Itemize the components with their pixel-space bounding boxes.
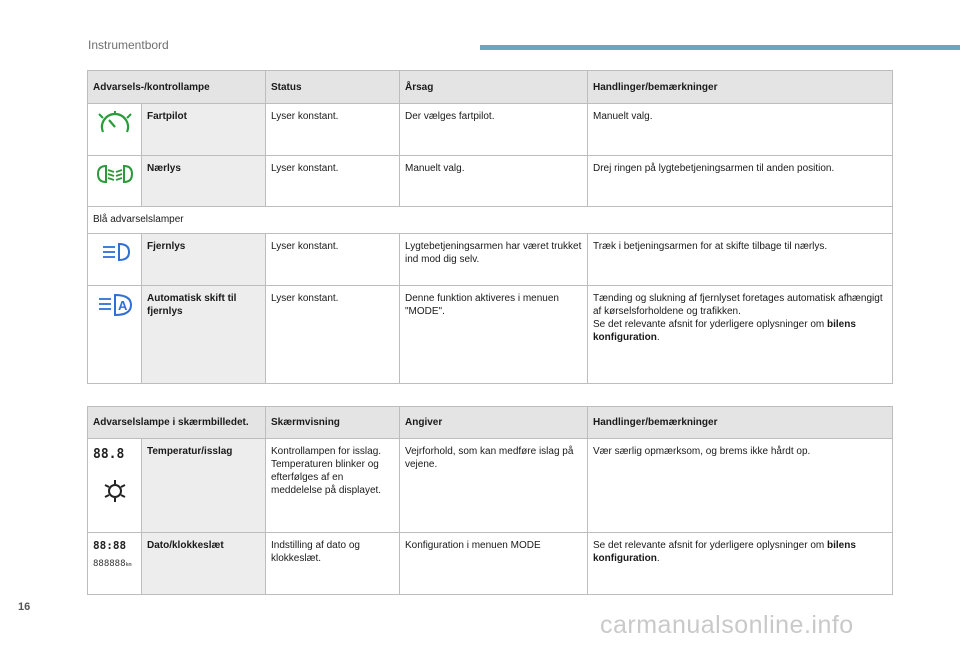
table-header-row (88, 407, 893, 439)
section-title-blue-lamps: Blå advarselslamper (88, 207, 893, 234)
lamp-action: Træk i betjeningsarmen for at skifte tilbage til nærlys. (588, 234, 893, 286)
lamp-action (588, 286, 893, 384)
lamp-status: Lyser konstant. (266, 234, 400, 286)
lamp-status: Lyser konstant. (266, 156, 400, 207)
warning-lamps-table (87, 70, 893, 384)
high-beam-icon (88, 234, 142, 286)
action-link-bilens-konfiguration: bilens konfiguration (593, 319, 856, 343)
svg-text:A: A (117, 298, 127, 313)
lamp-name: Automatisk skift til fjernlys (142, 286, 266, 384)
section-row (88, 207, 893, 234)
lamp-name: Fartpilot (142, 104, 266, 156)
action-text-b: Se det relevante afsnit for yderligere oplysninger om (593, 319, 828, 330)
lamp-name: Fjernlys (142, 234, 266, 286)
clock-display-icon: 88:88 (93, 539, 127, 552)
action-text-a: Tænding og slukning af fjernlyset foretages automatisk afhængigt af kørselsforholdene og trafikken. (593, 293, 883, 317)
lamp-indicates: Konfiguration i menuen MODE (400, 533, 588, 595)
action-text-a: Se det relevante afsnit for yderligere oplysninger om (593, 540, 828, 551)
table-row (88, 234, 893, 286)
lamp-action: Manuelt valg. (588, 104, 893, 156)
lamp-action: Drej ringen på lygtebetjeningsarmen til anden position. (588, 156, 893, 207)
cruise-control-icon (88, 104, 142, 156)
action-text-end: . (656, 332, 660, 343)
display-lamps-table (87, 406, 893, 595)
lamp-name: Temperatur/isslag (142, 439, 266, 533)
action-link-bilens-konfiguration: bilens konfiguration (593, 540, 856, 564)
auto-high-beam-icon (88, 286, 142, 384)
col-header-action: Handlinger/bemærkninger (588, 407, 893, 439)
header-accent-bar (480, 45, 960, 50)
table-row (88, 104, 893, 156)
lamp-cause: Der vælges fartpilot. (400, 104, 588, 156)
lamp-cause: Lygtebetjeningsarmen har været trukket ind mod dig selv. (400, 234, 588, 286)
table-row (88, 286, 893, 384)
table-row (88, 533, 893, 595)
table-header-row (88, 71, 893, 104)
col-header-lamp: Advarsels-/kontrollampe (88, 71, 266, 104)
watermark: carmanualsonline.info (600, 611, 854, 639)
col-header-indicates: Angiver (400, 407, 588, 439)
col-header-cause: Årsag (400, 71, 588, 104)
lamp-display: Indstilling af dato og klokkeslæt. (266, 533, 400, 595)
table-row (88, 439, 893, 533)
lamp-status: Lyser konstant. (266, 104, 400, 156)
snowflake-icon (102, 478, 128, 504)
page-header-title: Instrumentbord (88, 38, 169, 52)
lamp-action: Vær særlig opmærksom, og brems ikke hårdt op. (588, 439, 893, 533)
action-text-end: . (656, 553, 660, 564)
table-row (88, 156, 893, 207)
low-beam-icon (88, 156, 142, 207)
lamp-action (588, 533, 893, 595)
lamp-display: Kontrollampen for isslag. Temperaturen blinker og efterfølges af en meddelelse på displayet. (266, 439, 400, 533)
ice-warning-icon-cell (88, 439, 142, 533)
col-header-display-lamp: Advarselslampe i skærmbilledet. (88, 407, 266, 439)
lamp-status: Lyser konstant. (266, 286, 400, 384)
page-number: 16 (18, 601, 31, 613)
date-time-icon-cell (88, 533, 142, 595)
col-header-status: Status (266, 71, 400, 104)
lamp-cause: Denne funktion aktiveres i menuen "MODE". (400, 286, 588, 384)
col-header-action: Handlinger/bemærkninger (588, 71, 893, 104)
lamp-name: Nærlys (142, 156, 266, 207)
lamp-indicates: Vejrforhold, som kan medføre islag på vejene. (400, 439, 588, 533)
col-header-display: Skærmvisning (266, 407, 400, 439)
lamp-name: Dato/klokkeslæt (142, 533, 266, 595)
odometer-display-icon: 888888km (93, 559, 132, 570)
lamp-cause: Manuelt valg. (400, 156, 588, 207)
temperature-display-icon: 88.8 (93, 447, 125, 462)
